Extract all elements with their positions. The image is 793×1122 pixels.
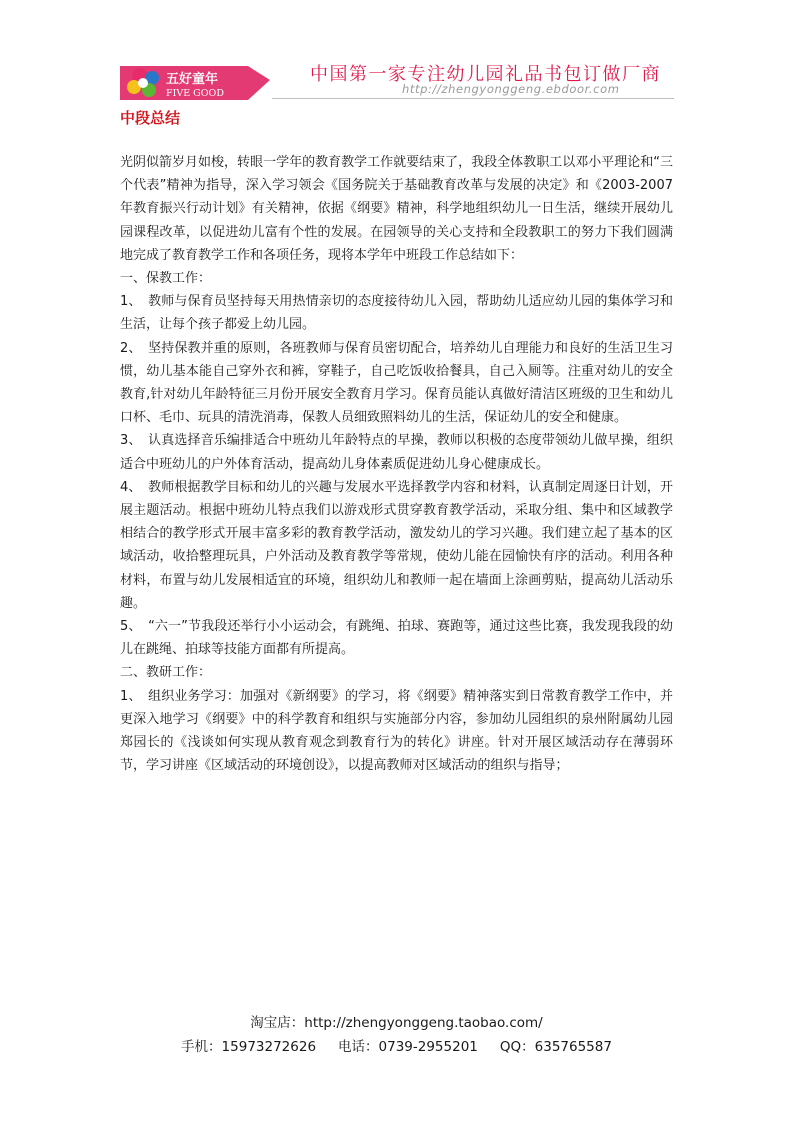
logo-name: 五好童年: [166, 72, 219, 87]
document-title: 中段总结: [120, 109, 181, 127]
footer-shop-link[interactable]: 淘宝店：http://zhengyonggeng.taobao.com/: [250, 1015, 543, 1031]
intro-paragraph: 光阴似箭岁月如梭，转眼一学年的教育教学工作就要结束了，我段全体教职工以邓小平理论和“三个代表”精神为指导，深入学习领会《国务院关于基础教育改革与发展的决定》和《2003-2007年教育振兴行动计划》有关精神，依据《纲要》精神，科学地组织幼儿一日生活，继续开展幼儿园课程改革，以促进幼儿富有个性的发展。在园领导的关心支持和全段教职工的努力下我们圆满地完成了教育教学工作和各项任务，现将本学年中班段工作总结如下：: [120, 155, 673, 263]
footer-contact: [0, 1035, 793, 1055]
footer-phone: 手机：15973272626: [181, 1039, 317, 1055]
list-item: 1、 教师与保育员坚持每天用热情亲切的态度接待幼儿入园，帮助幼儿适应幼儿园的集体学习和生活，让每个孩子都爱上幼儿园。: [120, 294, 673, 333]
list-item: 4、 教师根据教学目标和幼儿的兴趣与发展水平选择教学内容和材料，认真制定周逐日计划，开展主题活动。根据中班幼儿特点我们以游戏形式贯穿教育教学活动，采取分组、集中和区域教学相结合的教学形式开展丰富多彩的教育教学活动，激发幼儿的学习兴趣。我们建立起了基本的区域活动，收拾整理玩具，户外活动及教育教学等常规，使幼儿能在园愉快有序的活动。利用各种材料，布置与幼儿发展相适宜的环境，组织幼儿和教师一起在墙面上涂画剪贴，提高幼儿活动乐趣。: [120, 479, 673, 611]
logo-english: FIVE GOOD: [166, 88, 224, 99]
page-header: [120, 58, 675, 100]
footer-tel: 电话：0739-2955201: [338, 1039, 478, 1055]
list-item: 3、 认真选择音乐编排适合中班幼儿年龄特点的早操，教师以积极的态度带领幼儿做早操，组织适合中班幼儿的户外体育活动，提高幼儿身体素质促进幼儿身心健康成长。: [120, 433, 673, 472]
list-item: 5、 “六一”节我段还举行小小运动会，有跳绳、拍球、赛跑等，通过这些比赛，我发现我段的幼儿在跳绳、拍球等技能方面都有所提高。: [120, 619, 673, 658]
header-slogan: 中国第一家专注幼儿园礼品书包订做厂商: [310, 64, 661, 85]
list-item: 1、 组织业务学习：加强对《新纲要》的学习，将《纲要》精神落实到日常教育教学工作中，并更深入地学习《纲要》中的科学教育和组织与实施部分内容，参加幼儿园组织的泉州附属幼儿园郑园长的《浅谈如何实现从教育观念到教育行为的转化》讲座。针对开展区域活动存在薄弱环节，学习讲座《区域活动的环境创设》，以提高教师对区域活动的组织与指导；: [120, 688, 673, 774]
list-item: 2、 坚持保教并重的原则，各班教师与保育员密切配合，培养幼儿自理能力和良好的生活卫生习惯，幼儿基本能自己穿外衣和裤，穿鞋子，自己吃饭收拾餐具，自己入厕等。注重对幼儿的安全教育,针对幼儿年龄特征三月份开展安全教育月学习。保育员能认真做好清洁区班级的卫生和幼儿口杯、毛巾、玩具的清洗消毒，保教人员细致照料幼儿的生活，保证幼儿的安全和健康。: [120, 340, 673, 426]
footer-qq: QQ：635765587: [499, 1039, 612, 1055]
header-site-url[interactable]: http://zhengyonggeng.ebdoor.com: [402, 82, 620, 96]
brand-logo-graphic: [120, 60, 272, 100]
brand-logo: [120, 60, 272, 100]
section-heading: 二、教研工作：: [120, 665, 212, 681]
section-heading: 一、保教工作：: [120, 271, 212, 287]
document-body: [120, 151, 673, 777]
header-divider: [272, 98, 674, 99]
